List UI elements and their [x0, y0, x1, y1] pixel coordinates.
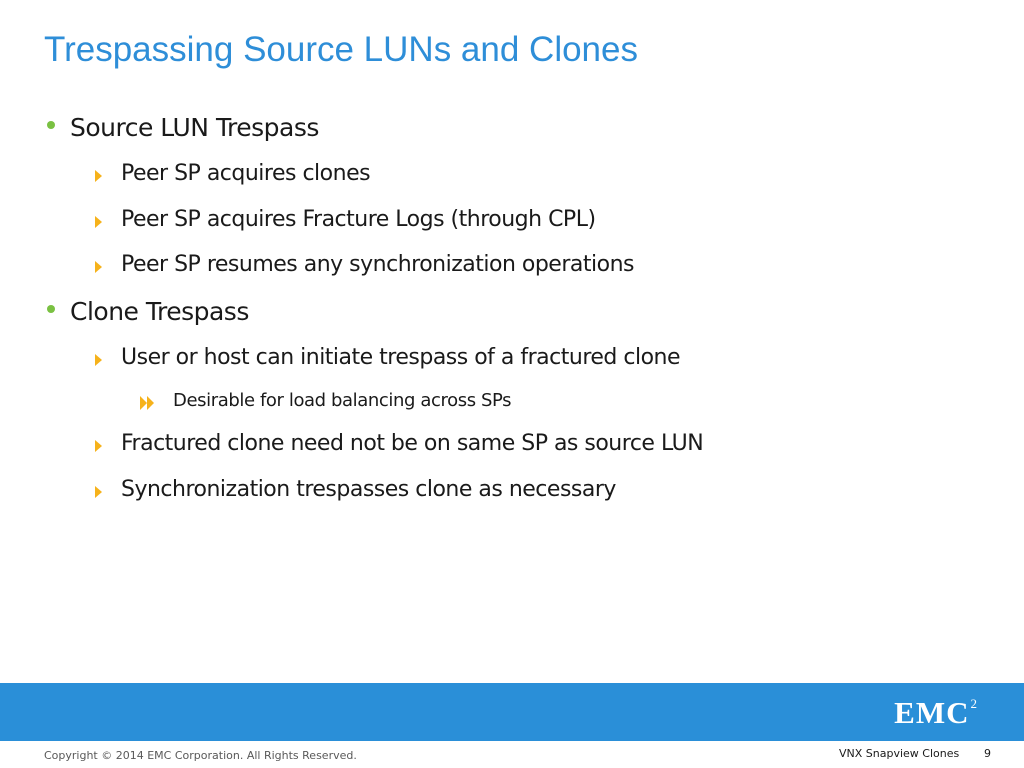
- logo-text: EMC: [894, 695, 970, 730]
- bullet-text: User or host can initiate trespass of a fractured clone: [121, 345, 681, 370]
- copyright-text: Copyright © 2014 EMC Corporation. All Rights Reserved.: [44, 749, 357, 762]
- bullet-item: [70, 297, 249, 326]
- triangle-arrow-icon: [95, 486, 102, 498]
- page-number: 9: [984, 747, 991, 760]
- footer: [0, 741, 1024, 768]
- bullet-item: [173, 390, 511, 411]
- bullet-item: [70, 113, 319, 142]
- triangle-arrow-icon: [95, 261, 102, 273]
- double-arrow-icon: [140, 396, 158, 410]
- brand-band: [0, 683, 1024, 741]
- bullet-item: [121, 207, 596, 232]
- bullet-item: [121, 477, 616, 502]
- bullet-text: Fractured clone need not be on same SP as source LUN: [121, 431, 704, 456]
- logo-superscript: 2: [970, 695, 978, 711]
- round-bullet-icon: [47, 121, 55, 129]
- slide-title: Trespassing Source LUNs and Clones: [44, 30, 638, 69]
- bullet-text: Source LUN Trespass: [70, 113, 319, 142]
- deck-title: VNX Snapview Clones: [839, 747, 960, 760]
- bullet-item: [121, 161, 370, 186]
- triangle-arrow-icon: [95, 440, 102, 452]
- triangle-arrow-icon: [95, 216, 102, 228]
- emc-logo: [894, 695, 978, 731]
- bullet-item: [121, 345, 680, 370]
- round-bullet-icon: [47, 305, 55, 313]
- bullet-text: Peer SP acquires Fracture Logs (through CPL): [121, 207, 596, 232]
- bullet-item: [121, 431, 703, 456]
- bullet-text: Desirable for load balancing across SPs: [173, 390, 512, 411]
- bullet-text: Clone Trespass: [70, 297, 249, 326]
- triangle-arrow-icon: [95, 354, 102, 366]
- bullet-text: Peer SP acquires clones: [121, 161, 371, 186]
- bullet-text: Synchronization trespasses clone as necessary: [121, 477, 616, 502]
- triangle-arrow-icon: [95, 170, 102, 182]
- bullet-text: Peer SP resumes any synchronization operations: [121, 252, 634, 277]
- bullet-item: [121, 252, 634, 277]
